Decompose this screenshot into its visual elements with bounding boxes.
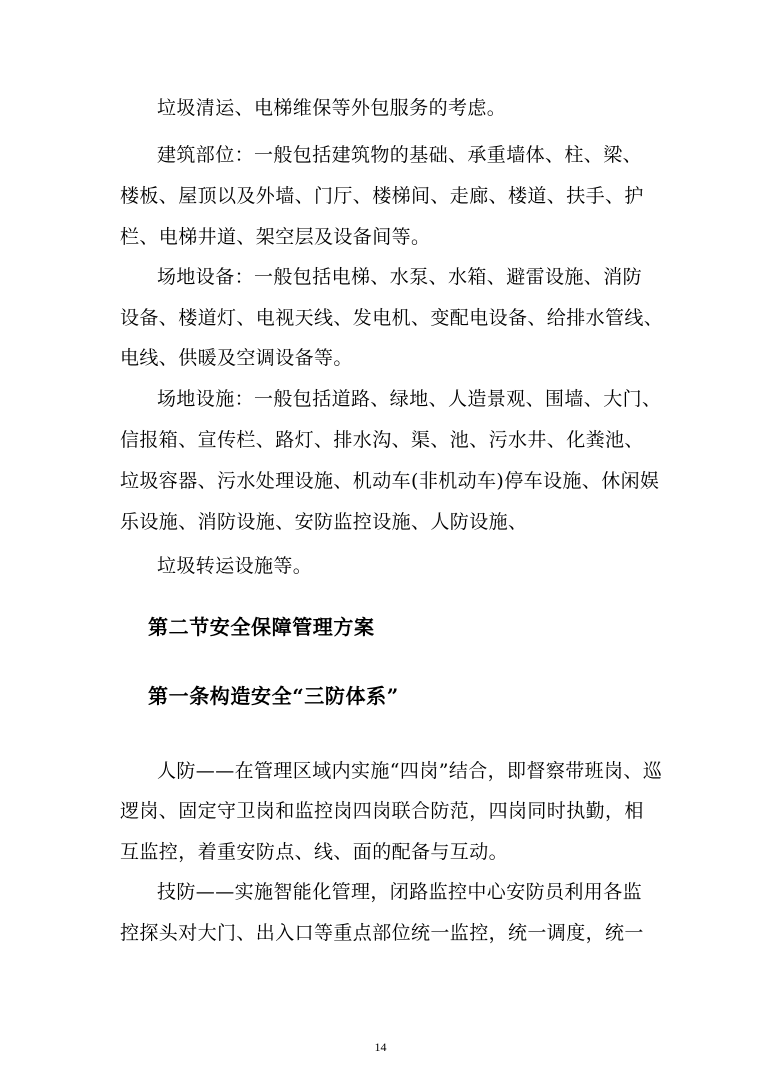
paragraph-site-facilities-line-2: 信报箱、宣传栏、路灯、排水沟、渠、池、污水井、化粪池、: [120, 429, 644, 451]
paragraph-site-facilities-line-1: 场地设施：一般包括道路、绿地、人造景观、围墙、大门、: [157, 388, 662, 410]
paragraph-site-facilities-line-4: 乐设施、消防设施、安防监控设施、人防设施、: [120, 511, 528, 533]
paragraph-tech-defense-line-2: 控探头对大门、出入口等重点部位统一监控，统一调度，统一: [120, 922, 644, 944]
paragraph-site-equipment-line-1: 场地设备：一般包括电梯、水泵、水箱、避雷设施、消防: [157, 266, 643, 288]
article-heading: 第一条构造安全“三防体系”: [148, 684, 399, 708]
paragraph-outsourcing-line-1: 垃圾清运、电梯维保等外包服务的考虑。: [157, 97, 507, 119]
paragraph-tech-defense-line-1: 技防——实施智能化管理，闭路监控中心安防员利用各监: [157, 881, 643, 903]
paragraph-garbage-transfer-line-1: 垃圾转运设施等。: [157, 555, 313, 577]
paragraph-building-parts-line-3: 栏、电梯井道、架空层及设备间等。: [120, 226, 431, 248]
paragraph-human-defense-line-3: 互监控，着重安防点、线、面的配备与互动。: [120, 841, 509, 863]
paragraph-human-defense-line-2: 逻岗、固定守卫岗和监控岗四岗联合防范，四岗同时执勤，相: [120, 800, 644, 822]
paragraph-building-parts-line-2: 楼板、屋顶以及外墙、门厅、楼梯间、走廊、楼道、扶手、护: [120, 185, 644, 207]
paragraph-building-parts-line-1: 建筑部位：一般包括建筑物的基础、承重墙体、柱、梁、: [157, 144, 643, 166]
paragraph-site-equipment-line-3: 电线、供暖及空调设备等。: [120, 347, 353, 369]
paragraph-human-defense-line-1: 人防——在管理区域内实施“四岗”结合，即督察带班岗、巡: [157, 760, 663, 782]
section-heading: 第二节安全保障管理方案: [148, 615, 375, 639]
paragraph-site-facilities-line-3: 垃圾容器、污水处理设施、机动车(非机动车)停车设施、休闲娱: [120, 470, 660, 492]
page-number: 14: [374, 1040, 387, 1054]
paragraph-site-equipment-line-2: 设备、楼道灯、电视天线、发电机、变配电设备、给排水管线、: [120, 307, 664, 329]
